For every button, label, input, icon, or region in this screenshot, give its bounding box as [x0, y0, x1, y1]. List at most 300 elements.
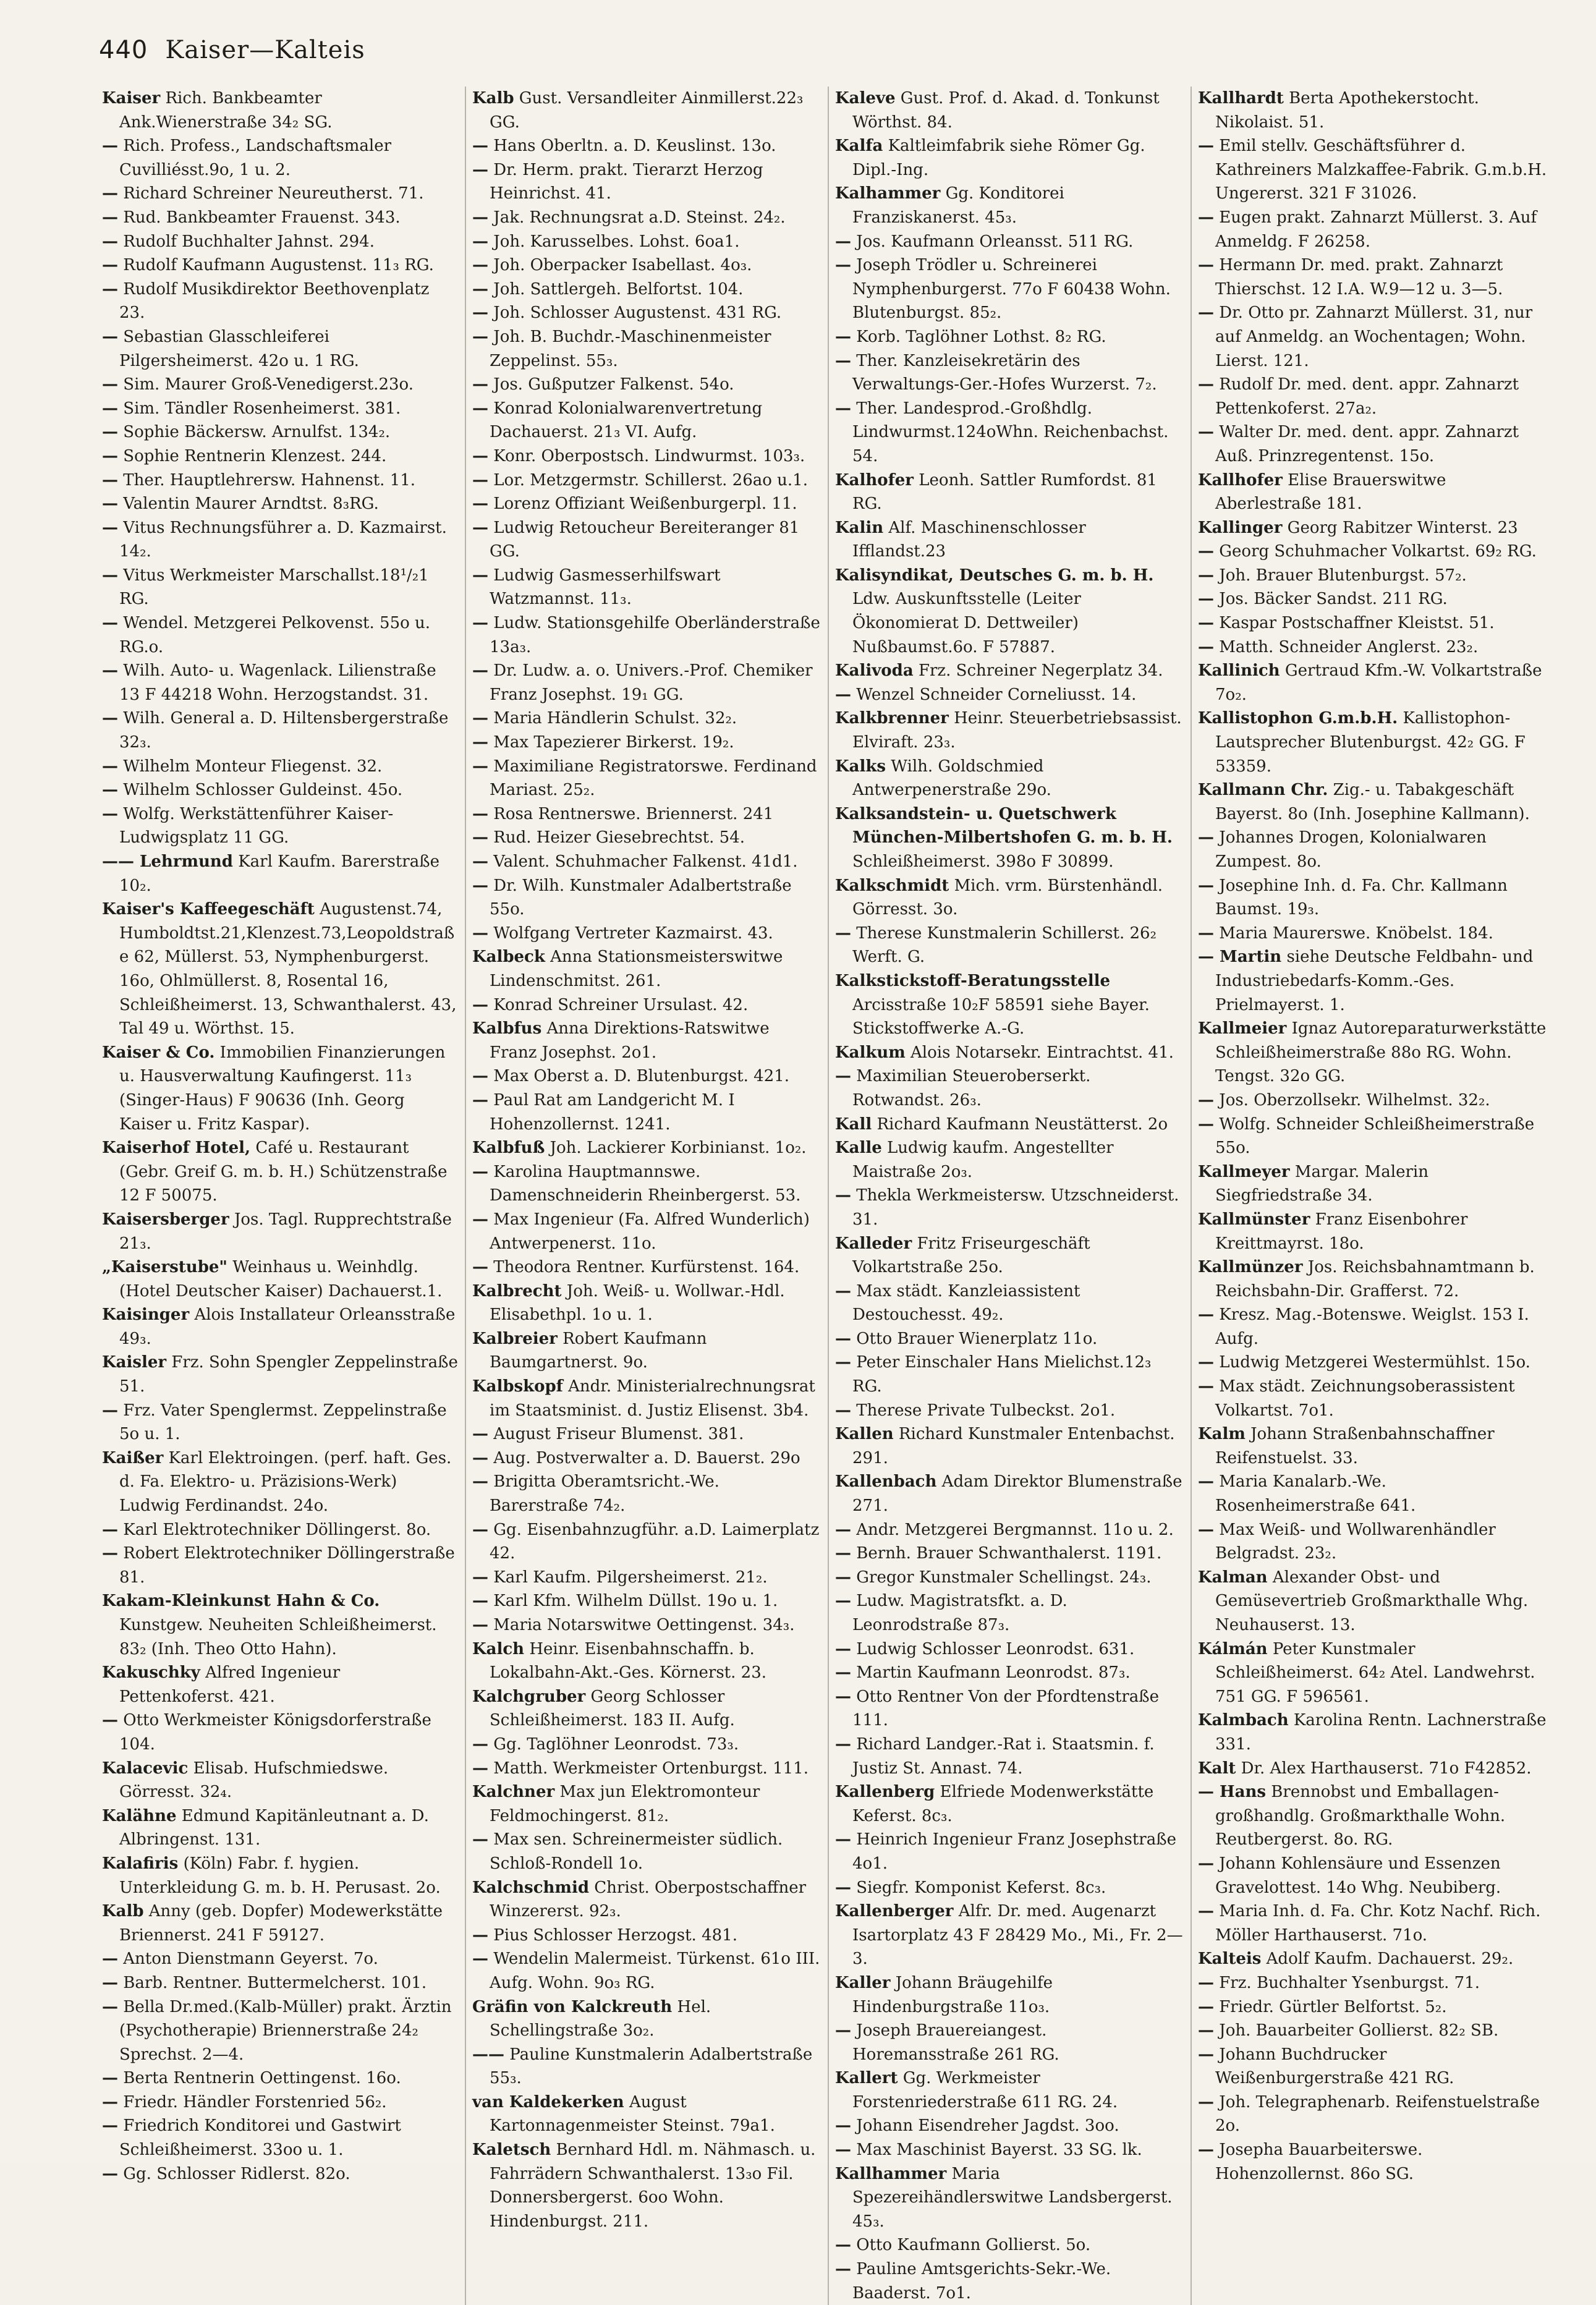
directory-entry [1198, 564, 1547, 588]
entry-detail: Gg. Taglöhner Leonrodst. 73₃. [493, 1734, 739, 1754]
entry-name: — [102, 375, 118, 394]
directory-entry [835, 87, 1184, 134]
entry-detail: Gg. Eisenbahnzugführ. a.D. Laimerplatz 42. [490, 1520, 820, 1563]
directory-entry [1198, 1566, 1547, 1637]
entry-name: — [102, 137, 118, 156]
entry-detail: Wendelin Malermeist. Türkenst. 61o III. Aufg. Wohn. 9o₃ RG. [490, 1950, 820, 1992]
directory-entry [472, 993, 821, 1017]
entry-name: — [835, 2236, 851, 2255]
entry-name: — [472, 446, 488, 465]
directory-entry [1198, 1375, 1547, 1422]
directory-entry [835, 1589, 1184, 1637]
entry-name: van Kaldekerken [472, 2092, 624, 2112]
entry-name: Kalkum [835, 1043, 906, 1062]
entry-detail: Sebastian Glasschleiferei Pilgersheimerst. 42o u. 1 RG. [119, 327, 359, 370]
entry-name: Kallhammer [835, 2164, 947, 2183]
entry-detail: Sophie Bäckersw. Arnulfst. 134₂. [123, 423, 391, 442]
entry-detail: Vitus Werkmeister Marschallst.18¹/₂1 RG. [119, 566, 429, 609]
entry-name: — [472, 256, 488, 275]
entry-detail: Adolf Kaufm. Dachauerst. 29₂. [1266, 1950, 1514, 1969]
entry-name: Kalks [835, 757, 886, 776]
directory-entry [835, 1828, 1184, 1875]
entry-name: — [102, 399, 118, 418]
entry-name: Kallmünster [1198, 1210, 1310, 1229]
column-1 [102, 87, 459, 2305]
directory-entry [472, 253, 821, 278]
directory-entry [1198, 1971, 1547, 1995]
entry-name: „Kaiserstube" [102, 1258, 227, 1277]
entry-name: — [1198, 1520, 1214, 1539]
entry-detail: Joh. Lackierer Korbinianst. 1o₂. [550, 1139, 807, 1158]
entry-name: Kalhofer [835, 470, 914, 490]
entry-name: Kallistophon G.m.b.H. [1198, 709, 1398, 728]
entry-detail: Max Weiß- und Wollwarenhändler Belgradst. 23₂. [1215, 1520, 1496, 1563]
directory-entry [1198, 611, 1547, 635]
entry-detail: Valentin Maurer Arndtst. 8₃RG. [123, 495, 379, 514]
entry-name: — [1198, 876, 1214, 895]
entry-name: — [472, 1258, 488, 1277]
entry-name: — [472, 1067, 488, 1086]
entry-detail: Wilh. General a. D. Hiltensbergerstraße 32₃. [119, 709, 449, 752]
entry-name: — [835, 1639, 851, 1658]
entry-detail: Walter Dr. med. dent. appr. Zahnarzt Auß. Prinzregentenst. 15o. [1215, 423, 1519, 465]
entry-name: Kalksandstein- u. Quetschwerk München-Milbertshofen G. m. b. H. [835, 804, 1173, 847]
entry-detail: Berta Apothekerstocht. Nikolaist. 51. [1215, 89, 1479, 132]
entry-name: — [472, 804, 488, 823]
entry-name: — [472, 1162, 488, 1181]
directory-entry [102, 1542, 459, 1589]
directory-entry [835, 182, 1184, 229]
entry-name: Kalch [472, 1639, 525, 1658]
directory-entry [835, 969, 1184, 1041]
entry-detail: Kaltleimfabrik siehe Römer Gg. Dipl.-Ing. [852, 137, 1145, 179]
entry-name: — [472, 1520, 488, 1539]
entry-detail: Joh. Schlosser Augustenst. 431 RG. [493, 304, 782, 323]
directory-entry [472, 492, 821, 516]
entry-detail: Wolfg. Schneider Schleißheimerstraße 55o. [1215, 1114, 1535, 1158]
entry-detail: Ludwig Schlosser Leonrodst. 631. [856, 1639, 1135, 1658]
entry-name: — [472, 470, 488, 490]
entry-detail: Pius Schlosser Herzogst. 481. [493, 1925, 737, 1945]
entry-detail: Ludwig Metzgerei Westermühlst. 15o. [1219, 1353, 1530, 1372]
entry-name: — [472, 828, 488, 847]
directory-entry [472, 659, 821, 707]
entry-name: Kalchschmid [472, 1878, 589, 1897]
entry-name: — [102, 256, 118, 275]
entry-name: Kalb [472, 89, 514, 108]
entry-detail: Dr. Ludw. a. o. Univers.-Prof. Chemiker Franz Josephst. 19₁ GG. [490, 661, 813, 704]
entry-detail: Adam Direktor Blumenstraße 271. [852, 1472, 1182, 1516]
entry-name: Kallmann Chr. [1198, 781, 1328, 800]
directory-entry [472, 1327, 821, 1375]
directory-entry [835, 1661, 1184, 1685]
directory-entry [835, 659, 1184, 683]
entry-detail: Aug. Postverwalter a. D. Bauerst. 29o [493, 1448, 800, 1467]
entry-name: — [835, 399, 851, 418]
directory-entry [102, 516, 459, 564]
entry-detail: Johannes Drogen, Kolonialwaren Zumpest. 8o. [1215, 828, 1487, 871]
entry-detail: Schleißheimerst. 398o F 30899. [852, 852, 1114, 871]
entry-detail: Heinr. Steuerbetriebsassist. Elviraft. 23₃. [852, 709, 1182, 752]
entry-name: — [102, 1997, 118, 2016]
directory-entry [1198, 1422, 1547, 1470]
entry-detail: Friedr. Händler Forstenried 56₂. [123, 2092, 387, 2112]
entry-detail: Alfred Ingenieur Pettenkoferst. 421. [119, 1663, 341, 1706]
entry-detail: Karl Elektrotechniker Döllingerst. 8o. [123, 1520, 431, 1539]
directory-entry [835, 469, 1184, 516]
entry-name: — [835, 1067, 851, 1086]
entry-name: Kalleder [835, 1234, 912, 1253]
entry-name: — [835, 1878, 851, 1897]
entry-name: — [102, 208, 118, 227]
directory-entry [102, 87, 459, 134]
entry-detail: Matth. Werkmeister Ortenburgst. 111. [493, 1759, 809, 1778]
entry-name: Kallmünzer [1198, 1258, 1303, 1277]
entry-name: Kalchgruber [472, 1687, 586, 1706]
entry-name: — [472, 1472, 488, 1492]
directory-entry [472, 278, 821, 302]
entry-detail: Karl Elektroingen. (perf. haft. Ges. d. Fa. Elektro- u. Präzisions-Werk) Ludwig Ferdinandst. 24o. [119, 1448, 452, 1516]
entry-detail: Anny (geb. Dopfer) Modewerkstätte Briennerst. 241 F 59127. [119, 1902, 443, 1945]
entry-name: Kallen [835, 1425, 894, 1444]
directory-entry [472, 1947, 821, 1995]
entry-detail: Alois Installateur Orleansstraße 49₃. [119, 1305, 456, 1348]
directory-entry [102, 1041, 459, 1136]
directory-entry [835, 230, 1184, 254]
entry-detail: Wilh. Goldschmied Antwerpenerstraße 29o. [852, 757, 1051, 800]
directory-entry [835, 516, 1184, 564]
directory-entry [102, 755, 459, 779]
directory-entry [1198, 134, 1547, 206]
directory-entry [472, 1136, 821, 1160]
directory-entry [1198, 1017, 1547, 1089]
entry-name: — [835, 1734, 851, 1754]
directory-entry [472, 1446, 821, 1471]
entry-name: — [102, 446, 118, 465]
entry-name: — [1198, 2045, 1214, 2064]
entry-name: Kallinger [1198, 518, 1283, 537]
directory-entry [835, 2114, 1184, 2138]
directory-entry [835, 2162, 1184, 2234]
entry-detail: Maria Maurerswe. Knöbelst. 184. [1219, 923, 1493, 943]
directory-entry [102, 1255, 459, 1303]
entry-name: — [1198, 1997, 1214, 2016]
entry-detail: Arcisstraße 10₂F 58591 siehe Bayer. Stickstoffwerke A.-G. [852, 995, 1150, 1038]
entry-detail: Anton Dienstmann Geyerst. 7o. [123, 1950, 378, 1969]
entry-detail: Emil stellv. Geschäftsführer d. Kathreiners Malzkaffee-Fabrik. G.m.b.H. Ungererst. 321 F 31026. [1215, 137, 1547, 203]
entry-detail: Max sen. Schreinermeister südlich. Schloß-Rondell 1o. [490, 1830, 783, 1873]
entry-detail: Joseph Trödler u. Schreinerei Nymphenburgerst. 77o F 60438 Wohn. Blutenburgst. 85₂. [852, 256, 1171, 323]
directory-entry [472, 1828, 821, 1875]
entry-name: — [1198, 304, 1214, 323]
entry-name: — [472, 1448, 488, 1467]
directory-entry [1198, 2019, 1547, 2043]
entry-detail: Fritz Friseurgeschäft Volkartstraße 25o. [852, 1234, 1090, 1277]
entry-name: Kakuschky [102, 1663, 200, 1683]
entry-name: Kalmbach [1198, 1711, 1289, 1730]
entry-detail: Joh. Oberpacker Isabellast. 4o₃. [493, 256, 752, 275]
entry-detail: Johann Eisendreher Jagdst. 3oo. [856, 2116, 1119, 2136]
header-range: Kaiser—Kalteis [165, 36, 365, 64]
entry-detail: Andr. Ministerialrechnungsrat im Staatsminist. d. Justiz Elisenst. 3b4. [490, 1377, 815, 1420]
entry-detail: Frz. Vater Spenglermst. Zeppelinstraße 5o u. 1. [119, 1401, 447, 1444]
directory-entry [835, 1518, 1184, 1542]
entry-name: — [1198, 256, 1214, 275]
entry-detail: Rosa Rentnerswe. Briennerst. 241 [493, 804, 774, 823]
entry-name: Kalbrecht [472, 1281, 562, 1301]
entry-name: — [472, 518, 488, 537]
entry-detail: Konrad Schreiner Ursulast. 42. [493, 995, 749, 1014]
directory-entry [102, 1947, 459, 1971]
directory-entry [472, 301, 821, 325]
directory-entry [835, 134, 1184, 182]
directory-entry [1198, 1208, 1547, 1255]
directory-entry [835, 802, 1184, 874]
entry-name: Kalbreier [472, 1329, 558, 1348]
entry-detail: Otto Kaufmann Gollierst. 5o. [856, 2236, 1091, 2255]
entry-name: — [1198, 542, 1214, 561]
entry-name: Kalkbrenner [835, 709, 949, 728]
entry-name: — [102, 279, 118, 299]
entry-detail: Jos. Gußputzer Falkenst. 54o. [493, 375, 734, 394]
entry-detail: Siegfr. Komponist Keferst. 8c₃. [856, 1878, 1106, 1897]
directory-entry [102, 1518, 459, 1542]
directory-entry [472, 611, 821, 659]
entry-name: Kall [835, 1114, 872, 1134]
entry-detail: Gg. Schlosser Ridlerst. 82o. [123, 2164, 350, 2183]
entry-detail: Wilhelm Schlosser Guldeinst. 45o. [123, 781, 403, 800]
directory-entry [835, 1064, 1184, 1112]
entry-detail: Matth. Schneider Anglerst. 23₂. [1219, 637, 1479, 656]
directory-entry [102, 1757, 459, 1804]
entry-name: — [102, 1544, 118, 1563]
directory-entry [472, 134, 821, 158]
directory-entry [835, 1685, 1184, 1733]
entry-name: — [102, 566, 118, 585]
entry-name: Kaißer [102, 1448, 164, 1467]
entry-name: — [1198, 923, 1214, 943]
entry-name: Kallhardt [1198, 89, 1284, 108]
directory-entry [835, 1542, 1184, 1566]
directory-entry [472, 158, 821, 206]
entry-name: — [1198, 423, 1214, 442]
entry-name: — [1198, 614, 1214, 633]
directory-entry [1198, 1470, 1547, 1518]
entry-name: Kalbfuß [472, 1139, 545, 1158]
directory-entry [1198, 2091, 1547, 2138]
entry-detail: Frz. Schreiner Negerplatz 34. [918, 661, 1163, 681]
entry-name: — [472, 304, 488, 323]
entry-detail: Dr. Herm. prakt. Tierarzt Herzog Heinrichst. 41. [490, 160, 763, 203]
directory-entry [472, 1208, 821, 1255]
directory-entry [835, 1184, 1184, 1231]
directory-entry [472, 1566, 821, 1590]
entry-detail: Maximiliane Registratorswe. Ferdinand Mariast. 25₂. [490, 757, 817, 800]
entry-name: — [102, 470, 118, 490]
entry-name: — [102, 804, 118, 823]
directory-entry [835, 564, 1184, 659]
directory-entry [1198, 1637, 1547, 1709]
entry-name: — [472, 375, 488, 394]
directory-entry [102, 2066, 459, 2091]
entry-detail: Max Tapezierer Birkerst. 19₂. [493, 733, 734, 752]
entry-name: — [472, 1734, 488, 1754]
entry-detail: Joh. Sattlergeh. Belfortst. 104. [493, 279, 744, 299]
entry-detail: Georg Schuhmacher Volkartst. 69₂ RG. [1219, 542, 1537, 561]
entry-name: — [835, 327, 851, 346]
directory-entry [102, 1900, 459, 1947]
entry-name: — [472, 923, 488, 943]
entry-name: Kaleve [835, 89, 896, 108]
entry-name: Kalbeck [472, 948, 545, 967]
directory-entry [1198, 1303, 1547, 1351]
directory-entry [472, 206, 821, 230]
entry-detail: Elise Brauerswitwe Aberlestraße 181. [1215, 470, 1446, 514]
entry-detail: Joh. Weiß- u. Wollwar.-Hdl. Elisabethpl. 1o u. 1. [490, 1281, 785, 1325]
entry-name: Gräfin von Kalckreuth [472, 1997, 673, 2016]
entry-detail: Gust. Prof. d. Akad. d. Tonkunst Wörthst. 84. [852, 89, 1160, 132]
entry-name: — [472, 495, 488, 514]
directory-entry [472, 2043, 821, 2091]
entry-name: — [472, 1425, 488, 1444]
entry-detail: Rich. Profess., Landschaftsmaler Cuvilliésst.9o, 1 u. 2. [119, 137, 392, 179]
directory-entry [472, 87, 821, 134]
directory-entry [835, 2066, 1184, 2114]
entry-detail: Joh. Karusselbes. Lohst. 6oa1. [493, 232, 740, 251]
directory-entry [1198, 1995, 1547, 2019]
directory-entry [472, 1518, 821, 1566]
entry-name: — [1198, 2141, 1214, 2160]
directory-entry [1198, 1518, 1547, 1566]
entry-name: Kaisler [102, 1353, 167, 1372]
entry-name: — [472, 852, 488, 871]
entry-detail: Georg Schlosser Schleißheimerst. 183 II. Aufg. [490, 1687, 735, 1730]
entry-detail: Kallistophon-Lautsprecher Blutenburgst. 42₂ GG. F 53359. [1215, 709, 1526, 776]
entry-detail: Jos. Tagl. Rupprechtstraße 21₃. [119, 1210, 452, 1253]
directory-entry [1198, 469, 1547, 516]
directory-entry [472, 397, 821, 444]
entry-name: — [472, 1925, 488, 1945]
directory-entry [102, 325, 459, 373]
directory-entry [102, 253, 459, 278]
entry-name: Kallenberger [835, 1902, 954, 1921]
directory-entry [835, 1900, 1184, 1971]
directory-entry [472, 1589, 821, 1613]
entry-name: — [102, 495, 118, 514]
entry-detail: Maria Spezereihändlerswitwe Landsbergerst. 45₃. [852, 2164, 1173, 2231]
entry-name: Kalhammer [835, 184, 941, 203]
entry-name: — [835, 351, 851, 370]
entry-name: — [472, 399, 488, 418]
entry-detail: Martin Kaufmann Leonrodst. 87₃. [856, 1663, 1131, 1683]
entry-name: — [835, 1186, 851, 1205]
entry-detail: Bernhard Hdl. m. Nähmasch. u. Fahrrädern Schwanthalerst. 13₃o Fil. Donnersbergerst. 6oo Wohn. Hindenburgst. 211. [490, 2141, 816, 2231]
entry-name: — Martin [1198, 948, 1282, 967]
entry-name: — Hans [1198, 1783, 1267, 1802]
directory-entry [102, 278, 459, 325]
directory-entry [1198, 874, 1547, 922]
directory-entry [102, 206, 459, 230]
directory-entry [835, 922, 1184, 969]
entry-detail: Alfr. Dr. med. Augenarzt Isartorplatz 43 F 28429 Mo., Mi., Fr. 2—3. [852, 1902, 1183, 1969]
entry-detail: Franz Eisenbohrer Kreittmayrst. 18o. [1215, 1210, 1468, 1253]
entry-name: — [102, 757, 118, 776]
entry-name: Kalisyndikat, Deutsches G. m. b. H. [835, 566, 1154, 585]
entry-detail: Joh. Bauarbeiter Gollierst. 82₂ SB. [1219, 2021, 1499, 2040]
entry-name: — [1198, 637, 1214, 656]
entry-name: — [835, 685, 851, 704]
directory-entry [102, 611, 459, 659]
entry-name: — [472, 1090, 488, 1110]
entry-name: Kalfa [835, 137, 883, 156]
entry-detail: Jos. Reichsbahnamtmann b. Reichsbahn-Dir. Grafferst. 72. [1215, 1258, 1535, 1301]
entry-name: — [1198, 1902, 1214, 1921]
directory-entry [1198, 87, 1547, 134]
entry-detail: Jos. Bäcker Sandst. 211 RG. [1219, 590, 1448, 609]
entry-name: — [1198, 375, 1214, 394]
entry-name: — [1198, 590, 1214, 609]
directory-entry [102, 134, 459, 182]
entry-detail: Wendel. Metzgerei Pelkovenst. 55o u. RG.o. [119, 614, 431, 656]
entry-detail: Johann Buchdrucker Weißenburgerstraße 421 RG. [1215, 2045, 1454, 2088]
directory-entry [1198, 587, 1547, 611]
entry-name: — [835, 1663, 851, 1683]
entry-name: — [835, 1329, 851, 1348]
entry-detail: Maria Händlerin Schulst. 32₂. [493, 709, 737, 728]
entry-name: — [472, 327, 488, 346]
directory-entry [1198, 516, 1547, 540]
entry-name: Kallmeier [1198, 1019, 1287, 1038]
entry-detail: Leonh. Sattler Rumfordst. 81 RG. [852, 470, 1157, 514]
entry-name: — [472, 160, 488, 179]
entry-detail: Elisab. Hufschmiedswe. Görresst. 32₄. [119, 1759, 389, 1802]
entry-name: — [835, 2260, 851, 2279]
entry-detail: Valent. Schuhmacher Falkenst. 41d1. [493, 852, 798, 871]
entry-detail: Georg Rabitzer Winterst. 23 [1287, 518, 1518, 537]
entry-name: — [472, 1616, 488, 1634]
directory-entry [835, 1470, 1184, 1518]
directory-entry [835, 1566, 1184, 1590]
entry-detail: Jos. Oberzollsekr. Wilhelmst. 32₂. [1219, 1090, 1490, 1110]
entry-detail: Max städt. Kanzleiassistent Destouchesst. 49₂. [852, 1281, 1080, 1325]
entry-name: — [102, 781, 118, 800]
entry-detail: Rudolf Musikdirektor Beethovenplatz 23. [119, 279, 430, 323]
entry-name: Kallhofer [1198, 470, 1283, 490]
entry-name: — [472, 1568, 488, 1587]
entry-name: — [1198, 1305, 1214, 1325]
entry-detail: Wilh. Auto- u. Wagenlack. Lilienstraße 13 F 44218 Wohn. Herzogstandst. 31. [119, 661, 436, 704]
entry-name: — [102, 232, 118, 251]
directory-entry [472, 2091, 821, 2138]
entry-detail: Kresz. Mag.-Botenswe. Weiglst. 153 I. Aufg. [1215, 1305, 1529, 1348]
entry-name: Kallinich [1198, 661, 1280, 681]
entry-detail: Weinhaus u. Weinhdlg. (Hotel Deutscher Kaiser) Dachauerst.1. [119, 1258, 443, 1301]
directory-entry [1198, 540, 1547, 564]
entry-detail: Joh. B. Buchdr.-Maschinenmeister Zeppelinst. 55₃. [490, 327, 771, 370]
entry-detail: Ludwig Retoucheur Bereiteranger 81 GG. [490, 518, 800, 561]
entry-detail: Johann Straßenbahnschaffner Reifenstuelst. 33. [1215, 1425, 1495, 1467]
entry-name: — [102, 1973, 118, 1992]
entry-detail: Dr. Otto pr. Zahnarzt Müllerst. 31, nur auf Anmeldg. an Wochentagen; Wohn. Lierst. 121. [1215, 304, 1533, 370]
entry-detail: Konrad Kolonialwarenvertretung Dachauerst. 21₃ VI. Aufg. [490, 399, 763, 442]
entry-name: —— Lehrmund [102, 852, 233, 871]
entry-name: — [1198, 1854, 1214, 1873]
entry-detail: Frz. Buchhalter Ysenburgst. 71. [1219, 1973, 1480, 1992]
entry-name: — [102, 423, 118, 442]
entry-detail: Frz. Sohn Spengler Zeppelinstraße 51. [119, 1353, 458, 1396]
entry-detail: Paul Rat am Landgericht M. I Hohenzollernst. 1241. [490, 1090, 735, 1134]
entry-detail: Lorenz Offiziant Weißenburgerpl. 11. [493, 495, 797, 514]
